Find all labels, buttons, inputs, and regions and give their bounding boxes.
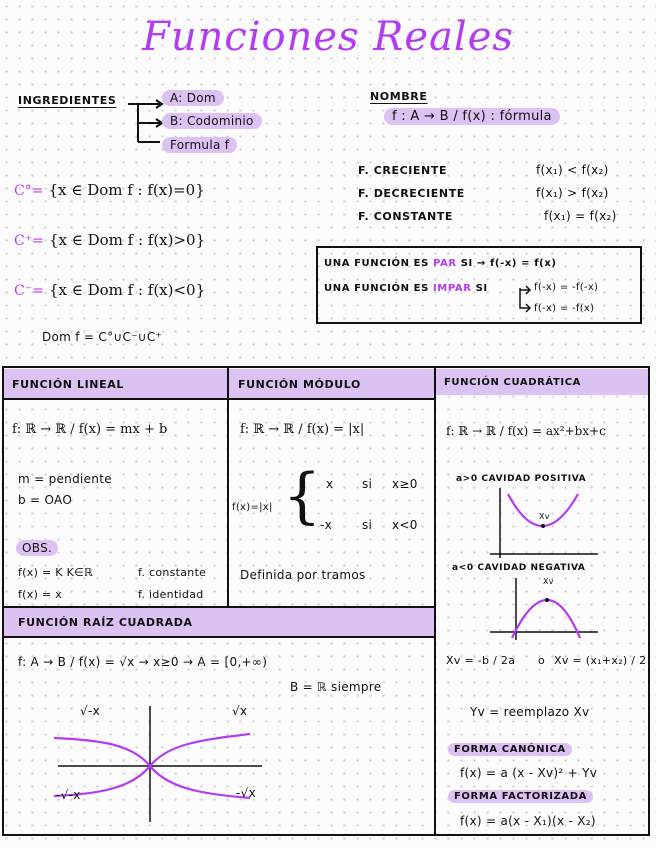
curve-sqrt-x bbox=[150, 734, 250, 766]
parabola-down-vertex-label: Xv bbox=[543, 577, 554, 586]
parabola-up-curve bbox=[508, 494, 578, 526]
impar-rule-b: f(-x) = -f(x) bbox=[534, 303, 595, 314]
xv-formula-left: Xv = -b / 2a bbox=[446, 654, 516, 667]
cminus-label: C⁻= bbox=[14, 283, 44, 299]
parabola-up-vertex-label: Xv bbox=[539, 512, 550, 521]
factorizada-label: FORMA FACTORIZADA bbox=[448, 790, 593, 803]
nombre-formula: f : A → B / f(x) : fórmula bbox=[384, 108, 560, 125]
curve-neg-sqrt-x bbox=[150, 766, 250, 798]
raiz-label-neg-sqrt-neg-x: -√-x bbox=[56, 788, 81, 802]
cplus-body: {x ∈ Dom f : f(x)>0} bbox=[48, 231, 206, 249]
constante-rule: f(x₁) = f(x₂) bbox=[544, 209, 617, 223]
impar-arrows bbox=[516, 284, 534, 314]
cplus-row bbox=[14, 230, 205, 249]
ingrediente-dom: A: Dom bbox=[162, 90, 224, 106]
creciente-name: F. CRECIENTE bbox=[358, 164, 448, 177]
c0-row bbox=[14, 180, 205, 199]
raiz-codominio: B = ℝ siempre bbox=[290, 680, 382, 694]
obs-label: OBS. bbox=[16, 540, 58, 556]
xv-formula-right: Xv = (x₁+x₂) / 2 bbox=[554, 654, 647, 667]
dom-union: Dom f = C°∪C⁻∪C⁺ bbox=[42, 330, 163, 344]
impar-rule-a: f(-x) = -f(-x) bbox=[534, 282, 599, 293]
lineal-b: b = OAO bbox=[18, 493, 73, 507]
yv-rule: Yv = reemplazo Xv bbox=[470, 705, 590, 719]
raiz-label-neg-sqrt-x: -√x bbox=[236, 786, 256, 800]
parabola-down-vertex bbox=[545, 598, 549, 602]
par-word: PAR bbox=[432, 258, 457, 269]
modulo-case1-cond: x≥0 bbox=[392, 477, 418, 491]
raiz-graph bbox=[50, 704, 270, 824]
constante-name: F. CONSTANTE bbox=[358, 210, 454, 223]
impar-line bbox=[324, 283, 488, 294]
obs2-left: f(x) = x bbox=[18, 588, 63, 601]
modulo-case2-cond: x<0 bbox=[392, 518, 418, 532]
divider-cuadratica bbox=[434, 368, 436, 835]
ingredientes-heading: INGREDIENTES bbox=[18, 94, 117, 107]
modulo-case1-expr: x bbox=[326, 477, 334, 491]
header-rule-raiz bbox=[3, 636, 435, 638]
cuadratica-heading: FUNCIÓN CUADRÁTICA bbox=[444, 377, 582, 388]
obs2-right: f. identidad bbox=[138, 588, 204, 601]
branch-arrows bbox=[126, 90, 166, 152]
cminus-body: {x ∈ Dom f : f(x)<0} bbox=[48, 281, 206, 299]
raiz-label-sqrt-x: √x bbox=[232, 704, 248, 718]
impar-pre: UNA FUNCIÓN ES bbox=[324, 283, 429, 294]
canonica-formula: f(x) = a (x - Xv)² + Yv bbox=[460, 766, 598, 780]
header-rule-left bbox=[3, 398, 435, 400]
divider-raiz bbox=[3, 606, 435, 608]
impar-word: IMPAR bbox=[432, 283, 472, 294]
decreciente-rule: f(x₁) > f(x₂) bbox=[536, 186, 609, 200]
par-post: SI → f(-x) = f(x) bbox=[460, 258, 557, 269]
obs1-right: f. constante bbox=[138, 566, 207, 579]
lineal-heading: FUNCIÓN LINEAL bbox=[12, 378, 124, 391]
modulo-case2-expr: -x bbox=[320, 518, 333, 532]
modulo-formula: f: ℝ → ℝ / f(x) = |x| bbox=[240, 422, 365, 437]
cuadratica-formula: f: ℝ → ℝ / f(x) = ax²+bx+c bbox=[446, 424, 606, 438]
ingrediente-codominio: B: Codominio bbox=[162, 113, 262, 129]
xv-or: o bbox=[538, 654, 546, 667]
lineal-m: m = pendiente bbox=[18, 472, 112, 486]
divider-lineal-modulo bbox=[227, 368, 229, 607]
parabola-down-graph bbox=[490, 578, 600, 642]
ingrediente-formula: Formula f bbox=[162, 137, 237, 153]
cplus-label: C⁺= bbox=[14, 233, 44, 249]
c0-label: C°= bbox=[14, 183, 44, 199]
raiz-formula: f: A → B / f(x) = √x → x≥0 → A = [0,+∞) bbox=[18, 655, 268, 669]
creciente-rule: f(x₁) < f(x₂) bbox=[536, 163, 609, 177]
modulo-note: Definida por tramos bbox=[240, 568, 366, 582]
curve-sqrt-neg-x bbox=[54, 738, 150, 766]
par-line bbox=[324, 258, 557, 269]
decreciente-name: F. DECRECIENTE bbox=[358, 187, 465, 200]
cminus-row bbox=[14, 280, 205, 299]
lineal-formula: f: ℝ → ℝ / f(x) = mx + b bbox=[12, 422, 168, 437]
impar-post: SI bbox=[475, 283, 488, 294]
raiz-label-sqrt-neg-x: √-x bbox=[80, 704, 100, 718]
parabola-up-vertex bbox=[541, 524, 545, 528]
obs1-left: f(x) = K K∈ℝ bbox=[18, 566, 93, 579]
modulo-case2-si: si bbox=[362, 518, 373, 532]
par-pre: UNA FUNCIÓN ES bbox=[324, 258, 429, 269]
canonica-label: FORMA CANÓNICA bbox=[448, 743, 572, 756]
modulo-case1-si: si bbox=[362, 477, 373, 491]
cavidad-positiva-label: a>0 CAVIDAD POSITIVA bbox=[456, 474, 587, 484]
factorizada-formula: f(x) = a(x - X₁)(x - X₂) bbox=[460, 814, 596, 828]
modulo-heading: FUNCIÓN MÓDULO bbox=[238, 378, 361, 391]
cavidad-negativa-label: a<0 CAVIDAD NEGATIVA bbox=[452, 563, 586, 573]
nombre-heading: NOMBRE bbox=[370, 90, 428, 103]
raiz-heading: FUNCIÓN RAÍZ CUADRADA bbox=[18, 616, 193, 629]
modulo-brace: { bbox=[283, 461, 322, 531]
modulo-lhs: f(x)=|x| bbox=[232, 502, 273, 513]
c0-body: {x ∈ Dom f : f(x)=0} bbox=[48, 181, 205, 199]
page-title: Funciones Reales bbox=[142, 14, 514, 60]
parabola-up-graph bbox=[490, 488, 600, 560]
